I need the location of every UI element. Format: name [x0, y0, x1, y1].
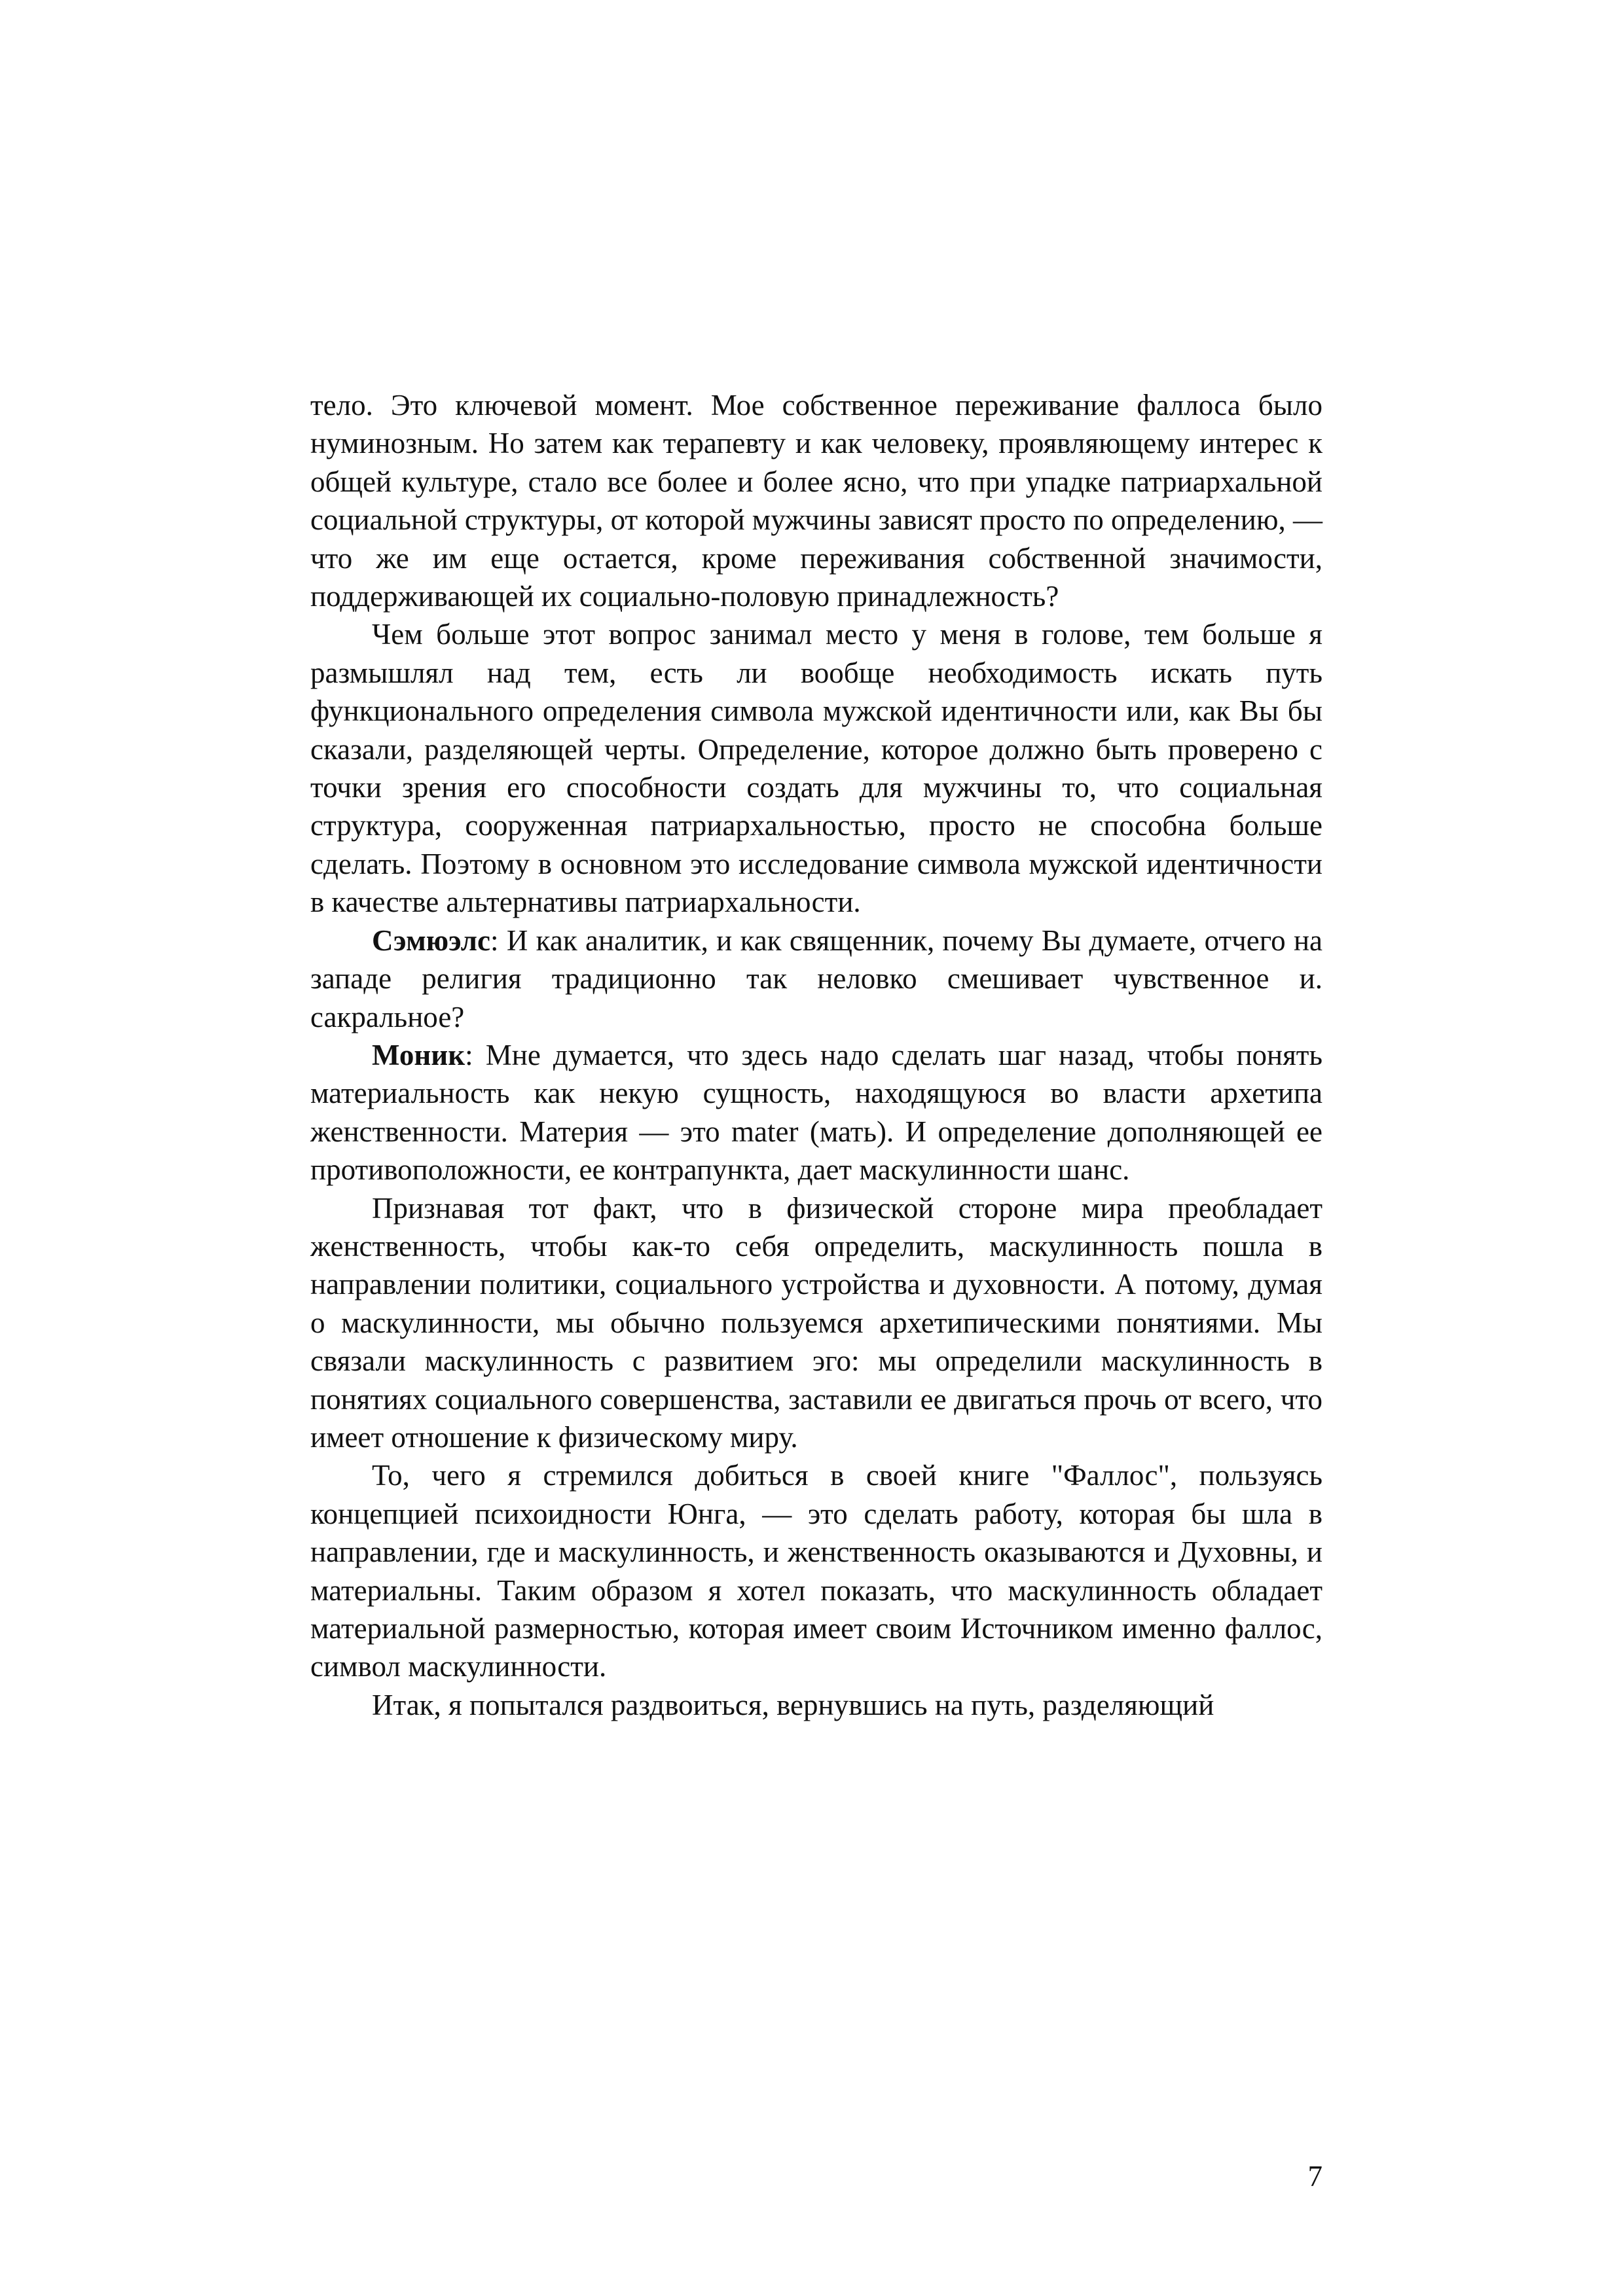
paragraph-5 — [310, 1189, 1322, 1457]
paragraph-4-monick — [310, 1036, 1322, 1189]
paragraph-3-samuels — [310, 922, 1322, 1036]
paragraph-text: : Мне думается, что здесь надо сделать шаг назад, чтобы понять материальность как некую сущность, находящуюся во власти архетипа женственности. Материя — это mater (мать). И определение дополняющей ее противоположности, ее контрапункта, дает маскулинности шанс. — [310, 1038, 1322, 1187]
page-number: 7 — [1307, 2160, 1322, 2193]
speaker-monick: Моник — [372, 1038, 465, 1071]
paragraph-text: тело. Это ключевой момент. Мое собственное переживание фаллоса было нуминозным. Но затем как терапевту и как человеку, проявляющему интерес к общей культуре, стало все более и более ясно, что при упадке патриархальной социальной структуры, от которой мужчины зависят просто по определению, — что же им еще остается, кроме переживания собственной значимости, поддерживающей их социально-половую принадлежность? — [310, 389, 1322, 613]
paragraph-2 — [310, 615, 1322, 921]
paragraph-text: То, чего я стремился добиться в своей книге "Фаллос", пользуясь концепцией психоидности Юнга, — это сделать работу, которая бы шла в направлении, где и маскулинность, и женственность оказываются и Духовны, и материальны. Таким образом я хотел показать, что маскулинность обладает материальной размерностью, которая имеет своим Источником именно фаллос, символ маскулинности. — [310, 1459, 1322, 1683]
paragraph-text: Чем больше этот вопрос занимал место у меня в голове, тем больше я размышлял над тем, есть ли вообще необходимость искать путь функционального определения символа мужской идентичности или, как Вы бы сказали, разделяющей черты. Определение, которое должно быть проверено с точки зрения его способности создать для мужчины то, что социальная структура, сооруженная патриархальностью, просто не способна больше сделать. Поэтому в основном это исследование символа мужской идентичности в качестве альтернативы патриархальности. — [310, 618, 1322, 919]
paragraph-text: Признавая тот факт, что в физической стороне мира преобладает женственность, чтобы как-то себя определить, маскулинность пошла в направлении политики, социального устройства и духовности. А потому, думая о маскулинности, мы обычно пользуемся архетипическими понятиями. Мы связали маскулинность с развитием эго: мы определили маскулинность в понятиях социального совершенства, заставили ее двигаться прочь от всего, что имеет отношение к физическому миру. — [310, 1191, 1322, 1454]
body-text — [310, 386, 1322, 1724]
paragraph-text: Итак, я попытался раздвоиться, вернувшись на путь, разделяющий — [372, 1688, 1214, 1721]
paragraph-1 — [310, 386, 1322, 615]
paragraph-7 — [310, 1686, 1322, 1724]
paragraph-text: : И как аналитик, и как священник, почему Вы думаете, отчего на западе религия традиционно так неловко смешивает чувственное и. сакральное? — [310, 924, 1322, 1033]
paragraph-6 — [310, 1456, 1322, 1685]
speaker-samuels: Сэмюэлс — [372, 924, 490, 957]
